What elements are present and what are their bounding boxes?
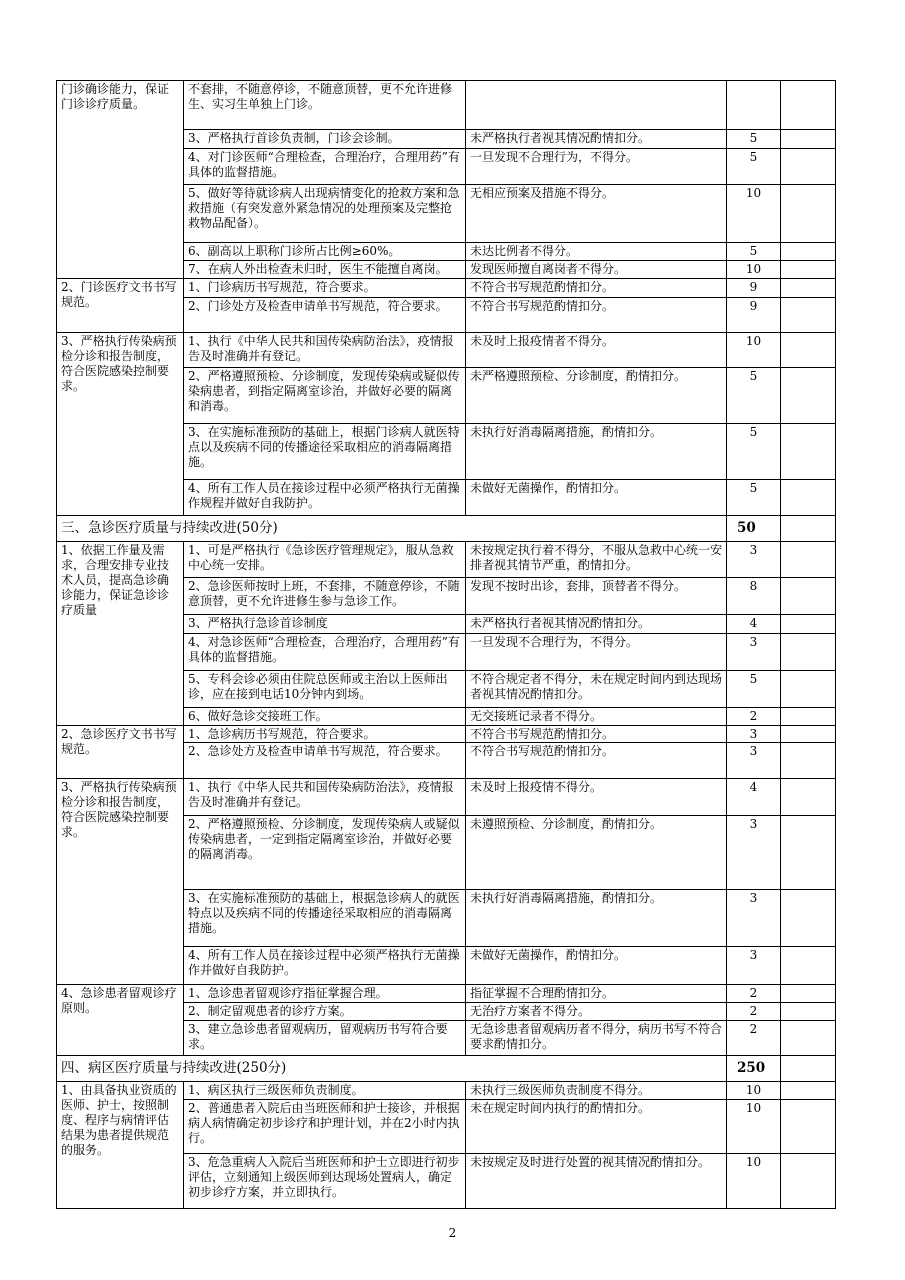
score-cell: 9 bbox=[727, 279, 781, 298]
standard-cell: 不符合书写规范酌情扣分。 bbox=[466, 298, 727, 333]
standard-cell: 未及时上报疫情者不得分。 bbox=[466, 333, 727, 368]
score-cell: 10 bbox=[727, 333, 781, 368]
blank-cell bbox=[781, 1056, 836, 1082]
blank-cell bbox=[781, 1082, 836, 1100]
score-cell: 5 bbox=[727, 671, 781, 708]
table-row bbox=[57, 779, 836, 816]
blank-cell bbox=[781, 1003, 836, 1021]
standard-cell: 未及时上报疫情不得分。 bbox=[466, 779, 727, 816]
category-cell: 3、严格执行传染病预检分诊和报告制度，符合医院感染控制要求。 bbox=[57, 333, 184, 516]
blank-cell bbox=[781, 516, 836, 542]
standard-cell: 不符合书写规范酌情扣分。 bbox=[466, 743, 727, 779]
section-heading: 三、急诊医疗质量与持续改进(50分) bbox=[57, 516, 727, 542]
standard-cell: 发现不按时出诊，套排，顶替者不得分。 bbox=[466, 578, 727, 615]
blank-cell bbox=[781, 424, 836, 480]
page-number: 2 bbox=[448, 1226, 457, 1240]
content-cell: 5、做好等待就诊病人出现病情变化的抢救方案和急救措施（有突发意外紧急情况的处理预案及完整抢救物品配备）。 bbox=[184, 185, 466, 243]
blank-cell bbox=[781, 185, 836, 243]
score-cell: 9 bbox=[727, 298, 781, 333]
score-cell: 10 bbox=[727, 261, 781, 279]
score-cell: 4 bbox=[727, 779, 781, 816]
blank-cell bbox=[781, 261, 836, 279]
content-cell: 3、危急重病人入院后当班医师和护士立即进行初步评估，立刻通知上级医师到达现场处置病人，确定初步诊疗方案，并立即执行。 bbox=[184, 1154, 466, 1209]
blank-cell bbox=[781, 81, 836, 130]
score-cell: 8 bbox=[727, 578, 781, 615]
standard-cell: 未严格遵照预检、分诊制度，酌情扣分。 bbox=[466, 368, 727, 424]
content-cell: 4、对门诊医师“合理检查，合理治疗，合理用药”有具体的监督措施。 bbox=[184, 149, 466, 185]
standard-cell: 未执行好消毒隔离措施，酌情扣分。 bbox=[466, 890, 727, 947]
table-row bbox=[57, 81, 836, 130]
content-cell: 1、急诊病历书写规范，符合要求。 bbox=[184, 726, 466, 743]
score-cell bbox=[727, 81, 781, 130]
category-cell: 1、由具备执业资质的医师、护士，按照制度、程序与病情评估结果为患者提供规范的服务。 bbox=[57, 1082, 184, 1209]
content-cell: 3、在实施标准预防的基础上，根据门诊病人就医特点以及疾病不同的传播途径采取相应的消毒隔离措施。 bbox=[184, 424, 466, 480]
blank-cell bbox=[781, 130, 836, 149]
content-cell: 6、做好急诊交接班工作。 bbox=[184, 708, 466, 726]
section-score: 250 bbox=[727, 1056, 781, 1082]
score-cell: 5 bbox=[727, 130, 781, 149]
blank-cell bbox=[781, 333, 836, 368]
standard-cell: 指征掌握不合理酌情扣分。 bbox=[466, 985, 727, 1003]
standard-cell: 未按规定及时进行处置的视其情况酌情扣分。 bbox=[466, 1154, 727, 1209]
standard-cell: 未严格执行者视其情况酌情扣分。 bbox=[466, 130, 727, 149]
score-cell: 3 bbox=[727, 726, 781, 743]
blank-cell bbox=[781, 480, 836, 516]
standard-cell: 无交接班记录者不得分。 bbox=[466, 708, 727, 726]
category-cell: 3、严格执行传染病预检分诊和报告制度，符合医院感染控制要求。 bbox=[57, 779, 184, 985]
standard-cell: 无相应预案及措施不得分。 bbox=[466, 185, 727, 243]
table-row bbox=[57, 985, 836, 1003]
section-heading-row bbox=[57, 1056, 836, 1082]
content-cell: 6、副高以上职称门诊所占比例≥60%。 bbox=[184, 243, 466, 261]
table-row bbox=[57, 1082, 836, 1100]
score-cell: 10 bbox=[727, 185, 781, 243]
blank-cell bbox=[781, 671, 836, 708]
score-cell: 10 bbox=[727, 1100, 781, 1154]
content-cell: 1、病区执行三级医师负责制度。 bbox=[184, 1082, 466, 1100]
content-cell: 1、执行《中华人民共和国传染病防治法》，疫情报告及时准确并有登记。 bbox=[184, 779, 466, 816]
standard-cell: 无急诊患者留观病历者不得分，病历书写不符合要求酌情扣分。 bbox=[466, 1021, 727, 1056]
score-cell: 5 bbox=[727, 243, 781, 261]
content-cell: 4、所有工作人员在接诊过程中必须严格执行无菌操作并做好自我防护。 bbox=[184, 947, 466, 985]
category-cell: 门诊确诊能力，保证门诊诊疗质量。 bbox=[57, 81, 184, 279]
score-cell: 2 bbox=[727, 708, 781, 726]
content-cell: 2、严格遵照预检、分诊制度，发现传染病或疑似传染病患者，到指定隔离室诊治，并做好必要的隔离和消毒。 bbox=[184, 368, 466, 424]
content-cell: 2、制定留观患者的诊疗方案。 bbox=[184, 1003, 466, 1021]
content-cell: 2、急诊处方及检查申请单书写规范，符合要求。 bbox=[184, 743, 466, 779]
blank-cell bbox=[781, 726, 836, 743]
blank-cell bbox=[781, 985, 836, 1003]
standard-cell: 未达比例者不得分。 bbox=[466, 243, 727, 261]
score-cell: 3 bbox=[727, 816, 781, 890]
standard-cell: 未做好无菌操作，酌情扣分。 bbox=[466, 947, 727, 985]
score-cell: 2 bbox=[727, 985, 781, 1003]
content-cell: 4、对急诊医师“合理检查，合理治疗，合理用药”有具体的监督措施。 bbox=[184, 634, 466, 671]
standard-cell: 不符合书写规范酌情扣分。 bbox=[466, 279, 727, 298]
section-heading: 四、病区医疗质量与持续改进(250分) bbox=[57, 1056, 727, 1082]
score-cell: 10 bbox=[727, 1154, 781, 1209]
content-cell: 2、普通患者入院后由当班医师和护士接诊，并根据病人病情确定初步诊疗和护理计划，并在2小时内执行。 bbox=[184, 1100, 466, 1154]
content-cell: 3、严格执行首诊负责制，门诊会诊制。 bbox=[184, 130, 466, 149]
category-cell: 1、依据工作量及需求，合理安排专业技术人员，提高急诊确诊能力，保证急诊诊疗质量 bbox=[57, 542, 184, 726]
standard-cell: 未按规定执行着不得分，不服从急救中心统一安排者视其情节严重，酌情扣分。 bbox=[466, 542, 727, 578]
blank-cell bbox=[781, 615, 836, 634]
content-cell: 2、门诊处方及检查申请单书写规范，符合要求。 bbox=[184, 298, 466, 333]
score-cell: 5 bbox=[727, 149, 781, 185]
content-cell: 1、急诊患者留观诊疗指征掌握合理。 bbox=[184, 985, 466, 1003]
standard-cell: 未严格执行者视其情况酌情扣分。 bbox=[466, 615, 727, 634]
table-row bbox=[57, 279, 836, 298]
blank-cell bbox=[781, 890, 836, 947]
score-cell: 2 bbox=[727, 1021, 781, 1056]
standard-cell: 未执行三级医师负责制度不得分。 bbox=[466, 1082, 727, 1100]
content-cell: 1、执行《中华人民共和国传染病防治法》，疫情报告及时准确并有登记。 bbox=[184, 333, 466, 368]
score-cell: 4 bbox=[727, 615, 781, 634]
blank-cell bbox=[781, 743, 836, 779]
score-cell: 3 bbox=[727, 542, 781, 578]
blank-cell bbox=[781, 298, 836, 333]
blank-cell bbox=[781, 708, 836, 726]
score-cell: 3 bbox=[727, 890, 781, 947]
category-cell: 2、急诊医疗文书书写规范。 bbox=[57, 726, 184, 779]
table-row bbox=[57, 726, 836, 743]
score-cell: 10 bbox=[727, 1082, 781, 1100]
score-cell: 3 bbox=[727, 634, 781, 671]
assessment-table bbox=[56, 80, 836, 1209]
content-cell: 1、可是严格执行《急诊医疗管理规定》，服从急救中心统一安排。 bbox=[184, 542, 466, 578]
blank-cell bbox=[781, 634, 836, 671]
blank-cell bbox=[781, 1154, 836, 1209]
content-cell: 3、在实施标准预防的基础上，根据急诊病人的就医特点以及疾病不同的传播途径采取相应的消毒隔离措施。 bbox=[184, 890, 466, 947]
content-cell: 7、在病人外出检查未归时，医生不能擅自离岗。 bbox=[184, 261, 466, 279]
blank-cell bbox=[781, 947, 836, 985]
blank-cell bbox=[781, 243, 836, 261]
score-cell: 3 bbox=[727, 947, 781, 985]
blank-cell bbox=[781, 816, 836, 890]
category-cell: 2、门诊医疗文书书写规范。 bbox=[57, 279, 184, 333]
content-cell: 不套排，不随意停诊，不随意顶替，更不允许进修生、实习生单独上门诊。 bbox=[184, 81, 466, 130]
standard-cell: 未做好无菌操作，酌情扣分。 bbox=[466, 480, 727, 516]
table-row bbox=[57, 542, 836, 578]
standard-cell: 一旦发现不合理行为，不得分。 bbox=[466, 149, 727, 185]
content-cell: 2、严格遵照预检、分诊制度，发现传染病人或疑似传染病患者，一定到指定隔离室诊治，并做好必要的隔离消毒。 bbox=[184, 816, 466, 890]
score-cell: 3 bbox=[727, 743, 781, 779]
blank-cell bbox=[781, 779, 836, 816]
content-cell: 3、严格执行急诊首诊制度 bbox=[184, 615, 466, 634]
blank-cell bbox=[781, 578, 836, 615]
blank-cell bbox=[781, 1021, 836, 1056]
content-cell: 1、门诊病历书写规范，符合要求。 bbox=[184, 279, 466, 298]
standard-cell: 无治疗方案者不得分。 bbox=[466, 1003, 727, 1021]
score-cell: 2 bbox=[727, 1003, 781, 1021]
score-cell: 5 bbox=[727, 424, 781, 480]
content-cell: 4、所有工作人员在接诊过程中必须严格执行无菌操作规程并做好自我防护。 bbox=[184, 480, 466, 516]
score-cell: 5 bbox=[727, 480, 781, 516]
section-score: 50 bbox=[727, 516, 781, 542]
content-cell: 2、急诊医师按时上班，不套排，不随意停诊，不随意顶替，更不允许进修生参与急诊工作。 bbox=[184, 578, 466, 615]
category-cell: 4、急诊患者留观诊疗原则。 bbox=[57, 985, 184, 1056]
standard-cell: 未遵照预检、分诊制度，酌情扣分。 bbox=[466, 816, 727, 890]
standard-cell: 发现医师擅自离岗者不得分。 bbox=[466, 261, 727, 279]
content-cell: 3、建立急诊患者留观病历，留观病历书写符合要求。 bbox=[184, 1021, 466, 1056]
section-heading-row bbox=[57, 516, 836, 542]
blank-cell bbox=[781, 279, 836, 298]
blank-cell bbox=[781, 542, 836, 578]
blank-cell bbox=[781, 149, 836, 185]
standard-cell: 一旦发现不合理行为，不得分。 bbox=[466, 634, 727, 671]
blank-cell bbox=[781, 368, 836, 424]
content-cell: 5、专科会诊必须由住院总医师或主治以上医师出诊，应在接到电话10分钟内到场。 bbox=[184, 671, 466, 708]
standard-cell: 不符合规定者不得分，未在规定时间内到达现场者视其情况酌情扣分。 bbox=[466, 671, 727, 708]
standard-cell: 不符合书写规范酌情扣分。 bbox=[466, 726, 727, 743]
score-cell: 5 bbox=[727, 368, 781, 424]
standard-cell: 未在规定时间内执行的酌情扣分。 bbox=[466, 1100, 727, 1154]
standard-cell bbox=[466, 81, 727, 130]
standard-cell: 未执行好消毒隔离措施，酌情扣分。 bbox=[466, 424, 727, 480]
blank-cell bbox=[781, 1100, 836, 1154]
table-row bbox=[57, 333, 836, 368]
